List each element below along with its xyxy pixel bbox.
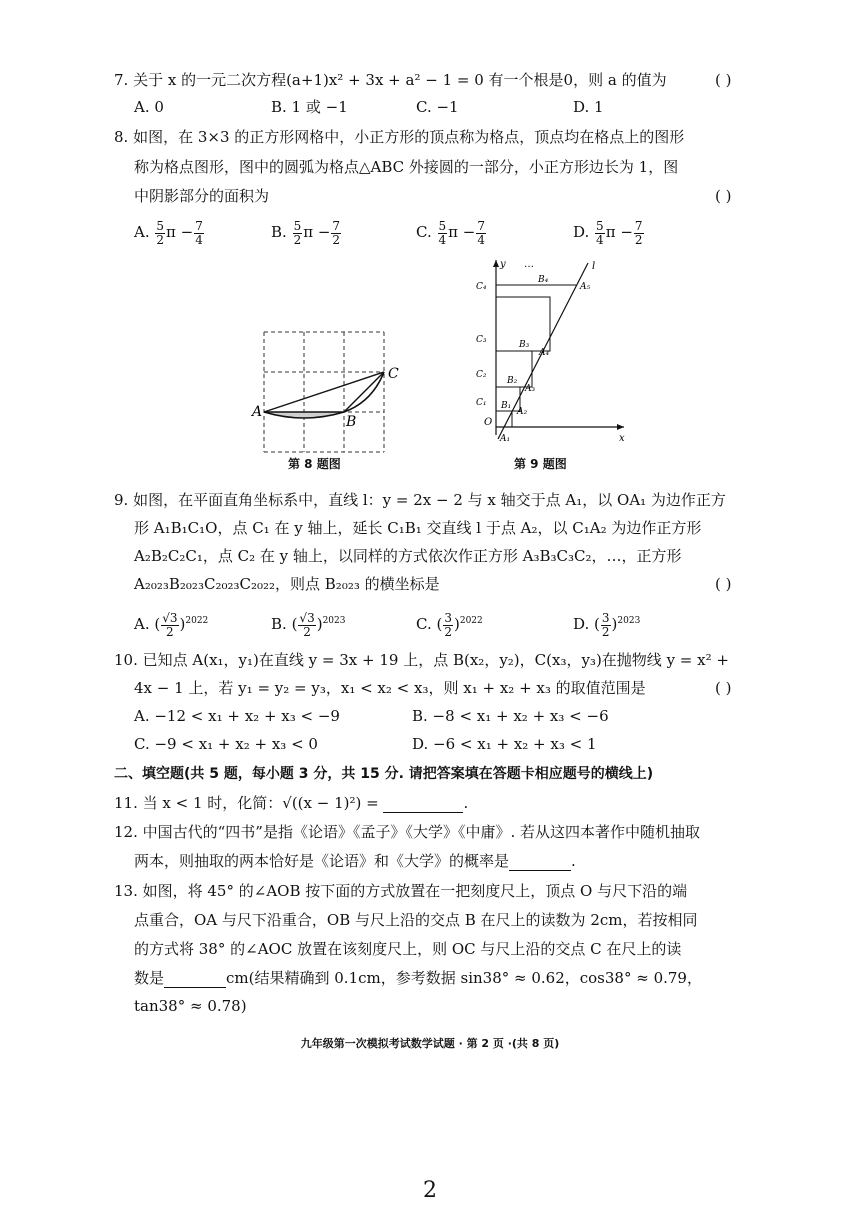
label-x: x [619, 433, 625, 444]
label-b3: B₃ [519, 340, 530, 350]
fraction: $\frac{3}{2}$ [601, 610, 610, 639]
q7-option-a: A. 0 [134, 98, 164, 116]
label-a2: A₂ [517, 407, 528, 417]
label-l: l [592, 261, 596, 272]
label-c: C [388, 366, 399, 382]
q8-option-c: C. $\frac{5}{4}$ π − $\frac{7}{4}$ [416, 218, 485, 247]
label-a5: A₅ [580, 282, 591, 292]
q8-option-a: A. $\frac{5}{2}$ π − $\frac{7}{4}$ [134, 218, 203, 247]
label-c4: C₄ [476, 282, 487, 292]
q12-line-1: 12. 中国古代的“四书”是指《论语》《孟子》《大学》《中庸》. 若从这四本著作中随机抽取 [114, 823, 701, 841]
label-c2: C₂ [476, 370, 487, 380]
fraction: $\frac{5}{2}$ [293, 218, 302, 247]
fraction: $\frac{5}{4}$ [438, 218, 447, 247]
answer-blank[interactable] [383, 812, 463, 813]
q10-option-c: C. −9 < x₁ + x₂ + x₃ < 0 [134, 735, 318, 753]
q8-stem-line-1: 8. 如图，在 3×3 的正方形网格中，小正方形的顶点称为格点，顶点均在格点上的图形 [114, 128, 685, 146]
label-b4: B₄ [538, 275, 549, 285]
label-y: y [500, 259, 506, 270]
q10-option-a: A. −12 < x₁ + x₂ + x₃ < −9 [134, 707, 340, 725]
q9-option-a: A. ( $\frac{√3}{2}$ )$^{2022}$ [134, 610, 209, 639]
circle-arc [264, 372, 384, 418]
q8-stem-line-2: 称为格点图形，图中的圆弧为格点△ABC 外接圆的一部分，小正方形边长为 1，图 [134, 158, 679, 176]
label-a1: A₁ [500, 434, 511, 444]
page-number: 2 [423, 1178, 437, 1203]
y-axis-arrow [493, 260, 499, 267]
label-b: B [346, 414, 357, 430]
answer-blank[interactable] [164, 987, 226, 988]
q10-stem-line-1: 10. 已知点 A(x₁，y₁)在直线 y = 3x + 19 上，点 B(x₂，y₂)，C(x₃，y₃)在抛物线 y = x² + [114, 651, 729, 669]
q13-line-4: 数是 cm(结果精确到 0.1cm，参考数据 sin38° ≈ 0.62，cos38° ≈ 0.79， [134, 969, 702, 987]
q10-option-d: D. −6 < x₁ + x₂ + x₃ < 1 [412, 735, 597, 753]
figure-8-caption: 第 8 题图 [288, 457, 341, 471]
label-c1: C₁ [476, 398, 487, 408]
q9-option-b: B. ( $\frac{√3}{2}$ )$^{2023}$ [271, 610, 346, 639]
ellipsis-label: … [524, 259, 534, 270]
label-a4: A₄ [539, 348, 550, 358]
segment-ac [264, 372, 384, 412]
fraction: $\frac{√3}{2}$ [162, 610, 178, 639]
label-b1: B₁ [501, 401, 512, 411]
figure-9-coordinate-diagram [468, 255, 638, 455]
q9-stem-line-1: 9. 如图，在平面直角坐标系中，直线 l：y = 2x − 2 与 x 轴交于点 A₁，以 OA₁ 为边作正方 [114, 491, 726, 509]
q9-stem-line-4: A₂₀₂₃B₂₀₂₃C₂₀₂₃C₂₀₂₂，则点 B₂₀₂₃ 的横坐标是 [134, 575, 440, 593]
fraction: $\frac{5}{4}$ [596, 218, 604, 247]
q10-answer-paren: ( ) [715, 679, 732, 697]
q9-answer-paren: ( ) [715, 575, 732, 593]
figure-8-grid-diagram [248, 320, 408, 460]
q7-answer-paren: ( ) [715, 71, 732, 89]
label-a: A [252, 404, 263, 420]
q9-stem-line-3: A₂B₂C₂C₁，点 C₂ 在 y 轴上，以同样的方式依次作正方形 A₃B₃C₃C₂，…，正方形 [134, 547, 682, 565]
page-footer: 九年级第一次模拟考试数学试题 · 第 2 页 ·(共 8 页) [300, 1037, 560, 1050]
q8-answer-paren: ( ) [715, 187, 732, 205]
fraction: $\frac{5}{2}$ [156, 218, 165, 247]
x-axis-arrow [617, 424, 624, 430]
fraction: $\frac{3}{2}$ [444, 610, 452, 639]
fraction: $\frac{7}{2}$ [332, 218, 341, 247]
figure-9-caption: 第 9 题图 [514, 457, 567, 471]
label-a3: A₃ [525, 384, 536, 394]
q9-option-d: D. ( $\frac{3}{2}$ )$^{2023}$ [573, 610, 641, 639]
section-2-header: 二、填空题(共 5 题，每小题 3 分，共 15 分. 请把答案填在答题卡相应题号的横线上) [114, 766, 654, 782]
fraction: $\frac{√3}{2}$ [299, 610, 315, 639]
q10-option-b: B. −8 < x₁ + x₂ + x₃ < −6 [412, 707, 609, 725]
q7-stem: 7. 关于 x 的一元二次方程(a+1)x² + 3x + a² − 1 = 0 有一个根是0，则 a 的值为 [114, 71, 667, 89]
q9-stem-line-2: 形 A₁B₁C₁O，点 C₁ 在 y 轴上，延长 C₁B₁ 交直线 l 于点 A₂，以 C₁A₂ 为边作正方形 [134, 519, 702, 537]
q8-stem-line-3: 中阴影部分的面积为 [134, 187, 270, 205]
q7-option-b: B. 1 或 −1 [271, 98, 348, 116]
answer-blank[interactable] [509, 870, 571, 871]
q12-line-2: 两本，则抽取的两本恰好是《论语》和《大学》的概率是 . [134, 852, 576, 870]
q13-line-1: 13. 如图，将 45° 的∠AOB 按下面的方式放置在一把刻度尺上，顶点 O 与尺下沿的端 [114, 882, 688, 900]
q13-line-2: 点重合，OA 与尺下沿重合，OB 与尺上沿的交点 B 在尺上的读数为 2cm，若按相同 [134, 911, 698, 929]
q11: 11. 当 x < 1 时，化简：√((x − 1)²) = . [114, 794, 469, 812]
fraction: $\frac{7}{4}$ [195, 218, 203, 247]
q8-option-b: B. $\frac{5}{2}$ π − $\frac{7}{2}$ [271, 218, 341, 247]
q13-line-3: 的方式将 38° 的∠AOC 放置在该刻度尺上，则 OC 与尺上沿的交点 C 在尺上的读 [134, 940, 682, 958]
label-o: O [484, 417, 493, 428]
q7-option-c: C. −1 [416, 98, 459, 116]
q8-option-d: D. $\frac{5}{4}$ π − $\frac{7}{2}$ [573, 218, 643, 247]
q7-option-d: D. 1 [573, 98, 604, 116]
q10-stem-line-2: 4x − 1 上，若 y₁ = y₂ = y₃，x₁ < x₂ < x₃，则 x₁ + x₂ + x₃ 的取值范围是 [134, 679, 646, 697]
label-b2: B₂ [507, 376, 518, 386]
q9-option-c: C. ( $\frac{3}{2}$ )$^{2022}$ [416, 610, 483, 639]
fraction: $\frac{7}{4}$ [477, 218, 485, 247]
fraction: $\frac{7}{2}$ [634, 218, 643, 247]
q13-line-5: tan38° ≈ 0.78) [134, 997, 247, 1015]
label-c3: C₃ [476, 335, 487, 345]
